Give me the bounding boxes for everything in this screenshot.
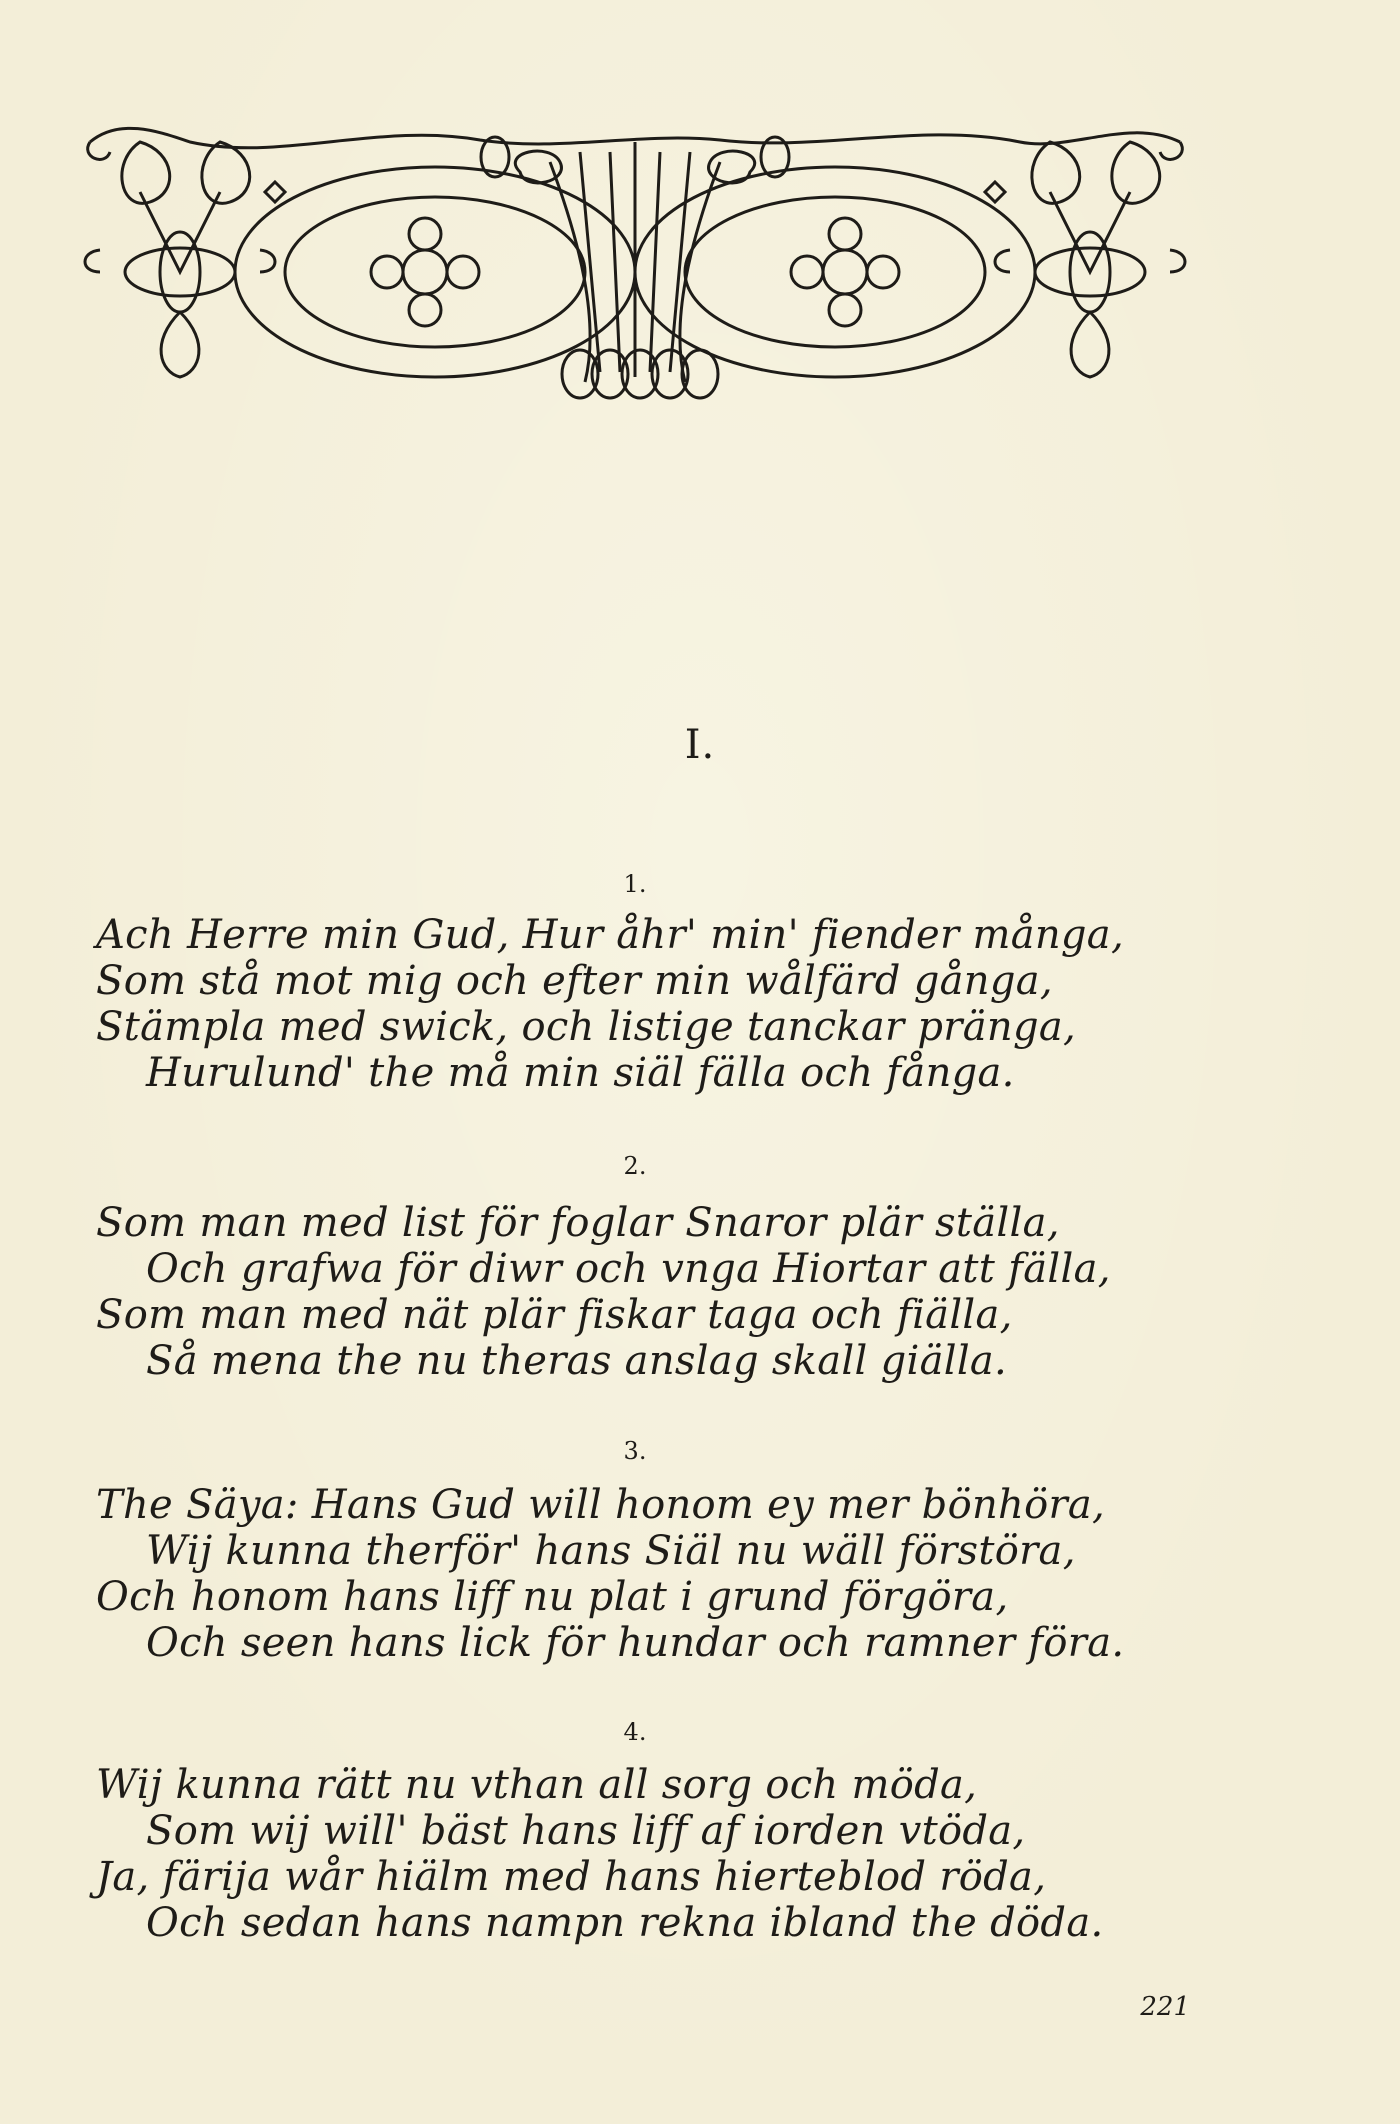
verse-line: Så mena the nu theras anslag skall giälla. bbox=[146, 1338, 1008, 1384]
verse-line: Och grafwa för diwr och vnga Hiortar att fälla, bbox=[146, 1246, 1111, 1292]
verse-line: Ja, färija wår hiälm med hans hierteblod röda, bbox=[96, 1854, 1047, 1900]
decorative-headpiece-ornament bbox=[80, 122, 1190, 402]
verse-line: Wij kunna therför' hans Siäl nu wäll förstöra, bbox=[146, 1528, 1076, 1574]
stanza-number: 2. bbox=[623, 1152, 647, 1180]
verse-line: Ach Herre min Gud, Hur åhr' min' fiender många, bbox=[96, 912, 1124, 958]
verse-line: Och seen hans lick för hundar och ramner föra. bbox=[146, 1620, 1125, 1666]
page-number: 221 bbox=[1140, 1992, 1190, 2022]
stanza-number: 3. bbox=[623, 1437, 647, 1465]
verse-line: Wij kunna rätt nu vthan all sorg och möda, bbox=[96, 1762, 978, 1808]
stanza bbox=[96, 1200, 1216, 1384]
verse-line: Och sedan hans nampn rekna ibland the döda. bbox=[146, 1900, 1104, 1946]
verse-line: The Säya: Hans Gud will honom ey mer bönhöra, bbox=[96, 1482, 1106, 1528]
verse-line: Som wij will' bäst hans liff af iorden vtöda, bbox=[146, 1808, 1026, 1854]
verse-line: Och honom hans liff nu plat i grund förgöra, bbox=[96, 1574, 1009, 1620]
stanza-number: 1. bbox=[623, 870, 647, 898]
verse-line: Som man med list för foglar Snaror plär ställa, bbox=[96, 1200, 1060, 1246]
stanza bbox=[96, 1482, 1216, 1666]
section-numeral: I. bbox=[684, 722, 716, 768]
verse-line: Som man med nät plär fiskar taga och fiälla, bbox=[96, 1292, 1013, 1338]
verse-line: Stämpla med swick, och listige tanckar pränga, bbox=[96, 1004, 1077, 1050]
stanza bbox=[96, 1762, 1216, 1946]
verse-line: Som stå mot mig och efter min wålfärd gånga, bbox=[96, 958, 1053, 1004]
stanza bbox=[96, 912, 1216, 1096]
verse-line: Hurulund' the må min siäl fälla och fånga. bbox=[146, 1050, 1015, 1096]
stanza-number: 4. bbox=[623, 1718, 647, 1746]
